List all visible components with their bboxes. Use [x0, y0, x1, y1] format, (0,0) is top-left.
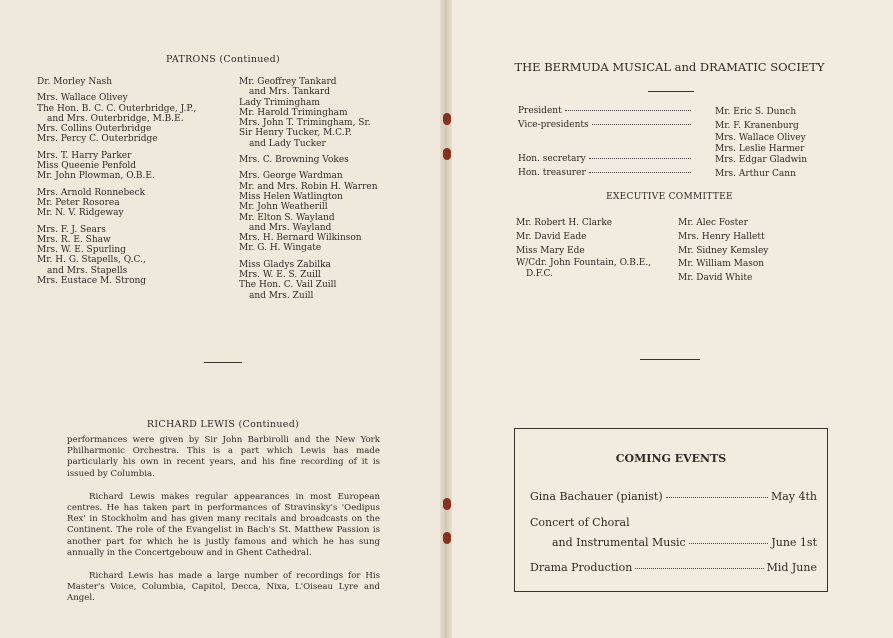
patron-group [37, 93, 227, 144]
divider-rule [648, 91, 694, 92]
committee-member: W/Cdr. John Fountain, O.B.E., [516, 258, 652, 269]
officer-role: Vice-presidents [518, 120, 589, 130]
event-row [552, 536, 817, 549]
patron-name: Mr. Harold Trimingham [239, 107, 348, 118]
committee-member: Mrs. Henry Hallett [678, 231, 765, 242]
leader-dots [635, 568, 763, 569]
patron-name: and Mrs. Wayland [249, 222, 332, 233]
patron-name: Mr. and Mrs. Robin H. Warren [239, 181, 378, 192]
patron-name: Miss Queenie Penfold [37, 161, 137, 172]
event-row [530, 490, 817, 503]
officer-name: Mr. Eric S. Dunch [715, 107, 797, 117]
officer-name: Mrs. Edgar Gladwin [715, 155, 808, 165]
staple-mark [443, 113, 451, 125]
patron-group [37, 77, 227, 87]
officer-role: Hon. secretary [518, 154, 586, 164]
patron-group [239, 77, 429, 149]
staple-mark [443, 498, 451, 510]
officer-name: Mrs. Wallace Olivey [715, 132, 806, 143]
patron-group [37, 225, 227, 287]
patrons-column-2 [239, 77, 429, 307]
patron-name: The Hon. C. Vail Zuill [239, 280, 337, 291]
event-date: May 4th [770, 490, 817, 503]
patron-name: Mr. John Weatherill [239, 202, 328, 213]
exec-column-1 [516, 217, 651, 280]
paragraph: performances were given by Sir John Barbirolli and the New York Philharmonic Orchestra. This is a part which Lewis has made particularly his own in recent years, and his fine recording of it is issued by Columbia. [67, 435, 380, 479]
officer-name: Mrs. Leslie Harmer [715, 144, 805, 154]
patron-name: Mr. John Plowman, O.B.E. [37, 171, 155, 182]
patron-name: Lady Trimingham [239, 97, 320, 108]
patron-name: Mr. H. G. Stapells, Q.C., [37, 255, 146, 266]
committee-member: Mr. Alec Foster [678, 218, 748, 228]
committee-member: Mr. David Eade [516, 231, 587, 242]
leader-dots [589, 158, 691, 159]
patron-name: Mrs. Collins Outerbridge [37, 124, 152, 135]
patron-name: Mrs. John T. Trimingham, Sr. [239, 118, 371, 129]
patron-name: and Mrs. Tankard [249, 87, 330, 98]
patron-name: Mrs. C. Browning Vokes [239, 155, 349, 166]
exec-column-2 [678, 217, 768, 286]
society-title: THE BERMUDA MUSICAL and DRAMATIC SOCIETY [514, 60, 825, 74]
event-date: Mid June [766, 561, 817, 574]
patron-name: Mr. N. V. Ridgeway [37, 208, 124, 219]
leader-dots [666, 497, 768, 498]
committee-member: Mr. William Mason [678, 259, 765, 270]
patrons-column-1 [37, 77, 227, 292]
patron-name: Mrs. George Wardman [239, 171, 343, 182]
patron-name: The Hon. B. C. C. Outerbridge, J.P., [37, 103, 197, 114]
event-row [530, 516, 817, 529]
patron-name: Mrs. Percy C. Outerbridge [37, 134, 158, 145]
patron-name: Miss Gladys Zabilka [239, 259, 331, 270]
patron-name: and Mrs. Zuill [249, 290, 314, 301]
patrons-heading: PATRONS (Continued) [166, 54, 280, 65]
patron-name: Mrs. W. E. S. Zuill [239, 270, 321, 281]
patron-name: Mr. Elton S. Wayland [239, 212, 335, 223]
event-name: Gina Bachauer (pianist) [530, 490, 663, 503]
officer-row [518, 120, 694, 130]
patron-name: Mr. Geoffrey Tankard [239, 77, 337, 87]
officer-name: Mrs. Arthur Cann [715, 169, 796, 179]
patron-name: Mr. Peter Rosorea [37, 197, 120, 208]
divider-rule [640, 359, 700, 360]
committee-member: Mr. David White [678, 273, 753, 284]
committee-member: D.F.C. [526, 269, 553, 280]
paragraph: Richard Lewis makes regular appearances in most European centres. He has taken part in performances of Stravinsky's 'Oedipus Rex' in Stockholm and has given many recitals and broadcasts on the Continent. The role of the Evangelist in Bach's St. Matthew Passion is another part for which he is justly famous and which he has sung annually in the Concertgebouw and in Ghent Cathedral. [67, 491, 380, 558]
lewis-heading: RICHARD LEWIS (Continued) [146, 419, 300, 430]
event-row [530, 561, 817, 574]
event-date: June 1st [771, 536, 817, 549]
exec-committee-heading: EXECUTIVE COMMITTEE [606, 192, 733, 202]
staple-mark [443, 532, 451, 544]
patron-name: Mrs. T. Harry Parker [37, 150, 132, 161]
leader-dots [565, 110, 691, 111]
patron-name: and Mrs. Outerbridge, M.B.E. [47, 113, 184, 124]
paragraph: Richard Lewis has made a large number of recordings for His Master's Voice, Columbia, Capitol, Decca, Nixa, L'Oiseau Lyre and Angel. [67, 571, 380, 604]
patron-name: Mrs. Arnold Ronnebeck [37, 187, 146, 198]
patron-group [239, 260, 429, 301]
patron-name: Mrs. F. J. Sears [37, 224, 106, 235]
patron-name: Mrs. W. E. Spurling [37, 245, 126, 256]
officer-role: Hon. treasurer [518, 168, 586, 178]
patron-name: Sir Henry Tucker, M.C.P. [239, 128, 352, 139]
committee-member: Mr. Robert H. Clarke [516, 218, 613, 228]
committee-member: Miss Mary Ede [516, 245, 585, 256]
patron-group [37, 151, 227, 182]
officer-name: Mr. F. Kranenburg [715, 121, 799, 131]
patron-name: Mrs. R. E. Shaw [37, 234, 111, 245]
patron-name: Mrs. Wallace Olivey [37, 93, 128, 104]
committee-member: Mr. Sidney Kemsley [678, 245, 769, 256]
event-name: Drama Production [530, 561, 633, 574]
leader-dots [689, 543, 769, 544]
patron-name: Mr. G. H. Wingate [239, 243, 322, 254]
officer-row [518, 106, 694, 116]
divider-rule [204, 362, 242, 363]
event-name: and Instrumental Music [552, 536, 686, 549]
event-name: Concert of Choral [530, 516, 630, 529]
officer-role: President [518, 106, 562, 116]
officer-row [518, 168, 694, 178]
lewis-text [67, 435, 380, 617]
officer-row [518, 154, 694, 164]
patron-group [37, 188, 227, 219]
patron-name: and Mrs. Stapells [47, 265, 128, 276]
staple-mark [443, 148, 451, 160]
patron-name: and Lady Tucker [249, 138, 326, 149]
patron-name: Mrs. H. Bernard Wilkinson [239, 233, 362, 244]
vice-president-names [715, 121, 806, 156]
leader-dots [592, 124, 691, 125]
coming-events-heading: COMING EVENTS [615, 452, 727, 465]
leader-dots [589, 172, 691, 173]
patron-group [239, 171, 429, 253]
patron-name: Miss Helen Watlington [239, 191, 343, 202]
patron-group [239, 155, 429, 165]
patron-name: Mrs. Eustace M. Strong [37, 276, 147, 287]
patron-name: Dr. Morley Nash [37, 77, 112, 87]
